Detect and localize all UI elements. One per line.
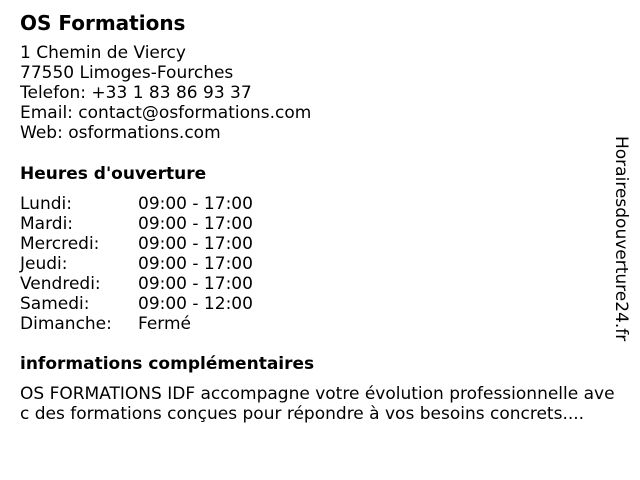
day-hours: Fermé [138, 314, 192, 334]
day-label: Vendredi: [20, 274, 101, 294]
hours-row-sunday [20, 314, 253, 334]
day-hours: 09:00 - 17:00 [138, 254, 253, 274]
day-hours: 09:00 - 17:00 [138, 234, 253, 254]
day-label: Lundi: [20, 194, 72, 214]
web-line: Web: osformations.com [20, 123, 221, 143]
additional-info-text: OS FORMATIONS IDF accompagne votre évolution professionnelle avec des formations conçues pour répondre à vos besoins concrets.... [20, 384, 615, 424]
day-hours: 09:00 - 17:00 [138, 194, 253, 214]
address-line-city: 77550 Limoges-Fourches [20, 63, 234, 83]
additional-info-heading: informations complémentaires [20, 354, 315, 374]
day-label: Jeudi: [20, 254, 68, 274]
day-hours: 09:00 - 12:00 [138, 294, 253, 314]
day-label: Mardi: [20, 214, 74, 234]
hours-row-saturday [20, 294, 253, 314]
day-hours: 09:00 - 17:00 [138, 274, 253, 294]
hours-row-monday [20, 194, 253, 214]
day-label: Dimanche: [20, 314, 112, 334]
opening-hours-table [20, 194, 253, 334]
hours-row-friday [20, 274, 253, 294]
address-line-street: 1 Chemin de Viercy [20, 43, 186, 63]
day-label: Mercredi: [20, 234, 100, 254]
contact-block [20, 43, 311, 143]
hours-row-thursday [20, 254, 253, 274]
hours-row-wednesday [20, 234, 253, 254]
email-line: Email: contact@osformations.com [20, 103, 312, 123]
hours-row-tuesday [20, 214, 253, 234]
business-name: OS Formations [20, 11, 186, 35]
day-hours: 09:00 - 17:00 [138, 214, 253, 234]
opening-hours-heading: Heures d'ouverture [20, 164, 207, 184]
day-label: Samedi: [20, 294, 90, 314]
phone-line: Telefon: +33 1 83 86 93 37 [20, 83, 252, 103]
site-watermark: Horairesdouverture24.fr [611, 136, 631, 342]
